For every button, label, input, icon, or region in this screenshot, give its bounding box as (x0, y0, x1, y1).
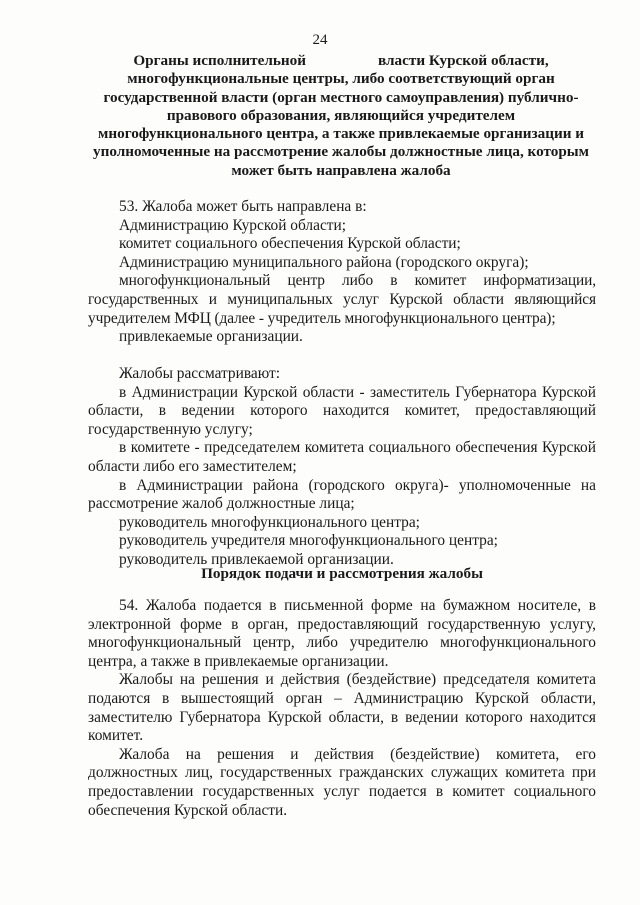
heading-line-2: многофункциональные центры, либо соответствующий орган (127, 70, 555, 88)
paragraph: 54. Жалоба подается в письменной форме на бумажном носителе, в электронной форме в орган, предоставляющий государственную услугу, многофункциональный центр, либо учредителю многофункционального центра, а также в привлекаемые организации. (88, 597, 596, 670)
paragraph: Жалобы на решения и действия (бездействие) председателя комитета подаются в вышестоящий орган – Администрацию Курской области, заместителю Губернатора Курской области, в ведении которого находится комитет. (88, 671, 596, 745)
heading-line-4: правового образования, являющийся учредителем (166, 106, 516, 124)
paragraph: 53. Жалоба может быть направлена в: (119, 198, 367, 215)
paragraph: в Администрации Курской области - заместитель Губернатора Курской области, в ведении которого находится комитет, предоставляющий государственную услугу; (88, 383, 596, 438)
complaint-reviewers (88, 365, 596, 570)
paragraph: руководитель многофункционального центра; (119, 513, 420, 531)
section-54-submission-procedure (88, 597, 596, 820)
heading-line-6: уполномоченные на рассмотрение жалобы должностные лица, которым (93, 143, 589, 161)
paragraph: руководитель привлекаемой организации. (119, 550, 394, 568)
paragraph: руководитель учредителя многофункционального центра; (119, 532, 498, 550)
heading-line-1a: Органы исполнительной (133, 52, 306, 69)
paragraph: Администрацию муниципального района (городского округа); (119, 253, 529, 271)
paragraph: в комитете - председателем комитета социального обеспечения Курской области либо его заместителем; (88, 439, 596, 475)
section-53-complaint-recipients (88, 198, 596, 347)
section-heading (88, 52, 594, 180)
heading-line-1b: власти Курской области, (378, 52, 549, 69)
page-number: 24 (312, 32, 328, 48)
paragraph: комитет социального обеспечения Курской области; (119, 235, 461, 253)
section-title: Порядок подачи и рассмотрения жалобы (201, 565, 483, 582)
heading-line-5: многофункционального центра, а также привлекаемые организации и (98, 125, 584, 143)
heading-line-1 (88, 52, 594, 70)
paragraph: Администрацию Курской области; (119, 216, 347, 234)
paragraph: Жалобы рассматривают: (119, 365, 281, 382)
heading-line-7: может быть направлена жалоба (231, 161, 451, 179)
heading-line-3: государственной власти (орган местного самоуправления) публично- (103, 88, 579, 106)
paragraph: привлекаемые организации. (119, 328, 303, 346)
paragraph: многофункциональный центр либо в комитет информатизации, государственных и муниципальных услуг Курской области являющийся учредителем МФЦ (далее - учредитель многофункционального центра); (88, 272, 596, 327)
paragraph: Жалоба на решения и действия (бездействие) комитета, его должностных лиц, государственных гражданских служащих комитета при предоставлении государственных услуг подается в комитет социального обеспечения Курской области. (88, 745, 596, 819)
paragraph: в Администрации района (городского округа)- уполномоченные на рассмотрение жалоб должностные лица; (88, 476, 596, 513)
